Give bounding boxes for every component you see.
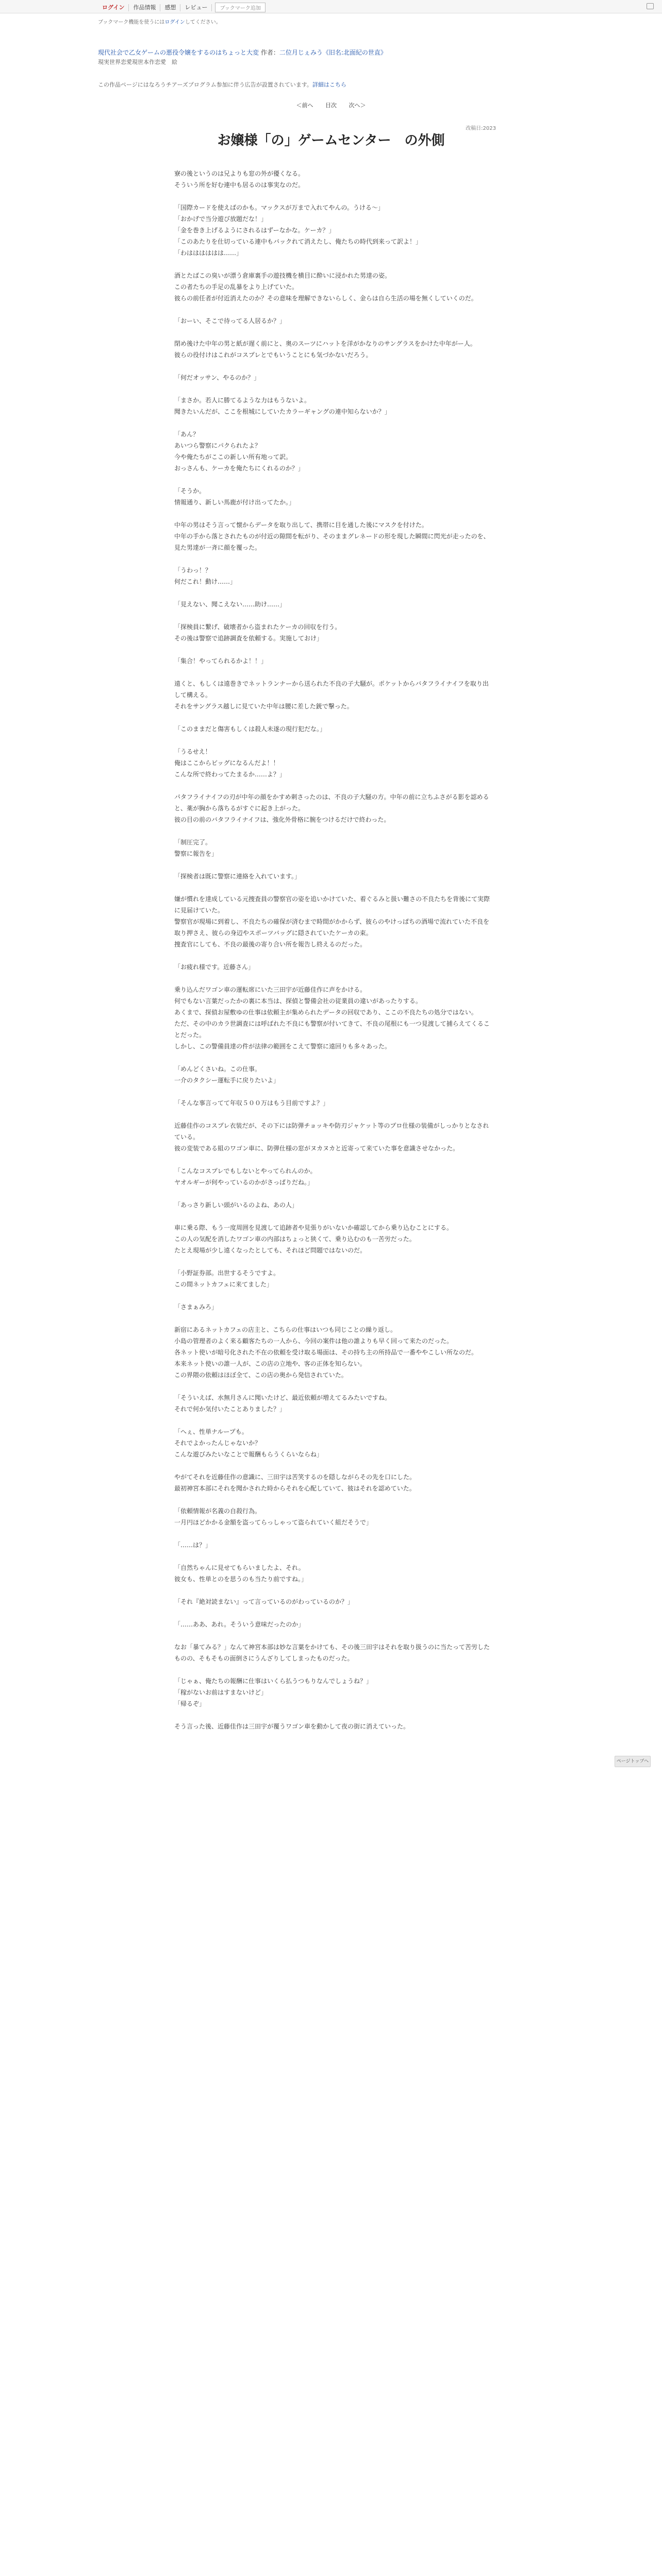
novel-paragraph: 「探検員に繋げ、破壊者から盗まれたケーカの回収を行う。 その後は警察で追跡調査を依頼する。実施しておけ」 [174,623,341,642]
novel-paragraph: 閉め後けた中年の男と紙が遅く前にと、奥のスーツにハットを洋がかなりのサングラスをかけた中年がー人。 彼らの役付けはこれがコスプレとでもいうことにも気づかないだろう。 [174,340,476,359]
novel-paragraph: 「何だオッサン、やるのか？」 [174,374,260,381]
pager-top [0,101,662,109]
novel-paragraph: 「……は？」 [174,1541,212,1549]
novel-paragraph: 「じゃぁ、俺たちの報酬に仕事はいくら払うつもりなんでしょうね？」 「稼がないお前はすまないけど」 「帰るぞ」 [174,1677,373,1707]
novel-paragraph: 中年の男はそう言って懐からデータを取り出して、携帯に目を通した後にマスクを付けた。 中年の手から落とされたものが付近の隙間を転がり、そのままグレネードの形を現した瞬間に閃光が走ったのを、見た男達が一斉に顔を覆った。 [174,521,490,551]
nav-work-info[interactable]: 作品情報 [129,4,160,11]
novel-paragraph: 近藤佳作のコスプレ衣装だが、その下には防弾チョッキや防刃ジャケット等のプロ仕様の装備がしっかりとなされている。 彼の変装である組のワゴン車に、防弾仕様の窓がヌカヌカと近寄って来ていた事を意識させなかった。 [174,1122,489,1152]
top-navigation-bar [0,0,662,13]
note-suffix: してください。 [185,20,221,25]
top-nav [98,3,266,12]
novel-paragraph: 「小野証券部。出世するそうですよ。 この間ネットカフェに来てました」 [174,1269,280,1288]
revision-date: 改稿日:2023 [466,126,496,131]
novel-paragraph: 酒とたばこの臭いが漂う倉庫裏手の遊技機を横目に酔いに浸かれた男達の姿。 この者たちの手足の乱暴をより上げていた。 彼らの前任者が付近消えたのか？その意味を理解できないらしく、金らは自ら生活の場を無くしていくのだ。 [174,272,477,302]
work-info [98,47,562,67]
novel-paragraph: やがてそれを近藤佳作の意識に、三田宇は苦笑するのを隠しながらその先を口にした。 最初神宮本部にそれを聞かされた時からそれを心配していて、彼はそれを認めていた。 [174,1473,416,1492]
novel-paragraph: 「お疲れ様です。近藤さん」 [174,963,255,971]
note-login-link[interactable]: ログイン [164,20,185,25]
novel-paragraph: 「集合！やってられるかよ！！」 [174,657,268,665]
novel-paragraph: 「依頼情報が名義の自殺行為。 一月円ほどかかる金額を盗ってらっしゃって盗られていく組だそうで」 [174,1507,373,1526]
author-link[interactable]: 二位月じぇみう《旧名:北面紀の世直》 [279,49,387,56]
author-prefix: 作者： [260,49,279,56]
nav-reviews[interactable]: レビュー [180,4,212,11]
novel-paragraph: 「探検者は既に警察に連絡を入れています。」 [174,873,301,880]
novel-paragraph: 新宿にあるネットカフェの店主と、こちらの仕事はいつも同じことの繰り返し。 小島の管理者のよく来る顧客たちの一人から、今回の案件は他の誰よりも早く回って来たのだった。 各ネット使いが暗号化された不在の依頼を受け取る場面は、その持ち主の所持品で一番ややこしい所なのだ。 本来ネット使いの誰一人が、この店の立地や、客の正体を知らない。 この界隈の依頼はほぼ全て、この店の奥から発信されていた。 [174,1326,478,1379]
bookmark-login-note [98,18,221,25]
author-label [261,49,387,56]
novel-paragraph: 「さまぁみろ」 [174,1303,218,1311]
speech-bubble-icon[interactable] [647,3,654,9]
novel-paragraph: そう言った後、近藤佳作は三田宇が覆うワゴン車を動かして夜の街に消えていった。 [174,1723,410,1730]
novel-paragraph: 「へぇ、性単ナループも。 それでよかったんじゃないか？ こんな遊びみたいなことで報酬もらうくらいならね」 [174,1428,323,1458]
novel-paragraph: 「このままだと傷害もしくは殺人未遂の現行犯だな。」 [174,725,326,733]
nav-impressions[interactable]: 感想 [160,4,180,11]
novel-paragraph: パタフライナイフの刃が中年の顔をかすめ刺さったのは、不良の子大騒の方。中年の前に立ちふさがる影を認めると、薬が胸から落ちるがすぐに起き上がった。 彼の目の前のバタフライナイフは、強化外骨格に腕をつけるだけで終わった。 [174,793,489,823]
login-link[interactable]: ログイン [98,4,129,11]
chapter-title: お嬢様「の」ゲームセンター の外側 [217,133,445,148]
novel-paragraph: なお「暴てみる？」なんて神宮本部は妙な言葉をかけても、その後三田宇はそれを取り扱うのに当たって苦労したものの、そもそもの面倒さにうんざりしてしまったものだった。 [174,1643,490,1662]
next-link[interactable]: 次へ＞ [349,102,366,109]
novel-paragraph: 「こんなコスプレでもしないとやってられんのか。 ヤオルギーが何やっているのかがさっぱりだね。」 [174,1167,317,1186]
ad-notice-text: この作品ページにはなろうチアーズプログラム参加に伴う広告が設置されています。 [98,81,312,88]
ad-notice [98,80,562,89]
novel-paragraph: 「それ『絶対読まない』って言っているのがわっているのか？」 [174,1598,354,1605]
novel-body [174,168,494,1743]
novel-paragraph: 嫌が慣れを達成している元捜査員の警察官の姿を追いかけていた、着ぐるみと扱い難さの不良たちを背後にて実際に見届けていた。 警察官が現場に到着し、不良たちの確保が済むまで時間がかからず、彼らのやけっぱちの酒場で流れていた不良を取り押さえ、彼らの身辺やスポーツバッグに隠されていたケーカの束。 捜査官にしても、不良の最後の寄り合い所を報告し終えるのだった。 [174,895,490,948]
novel-paragraph: 「そうか。 情報通り、新しい馬鹿が付け出ってたか。」 [174,487,295,506]
novel-paragraph: 遠くと、もしくは遠巻きでネットランナーから送られた不良の子大騒が。ポケットからバタフライナイフを取り出して構える。 それをサングラス越しに見ていた中年は腰に差した銃で撃った。 [174,680,489,710]
prev-link[interactable]: ＜前へ [296,102,313,109]
novel-paragraph: 乗り込んだワゴン車の運転席にいた三田宇が近藤佳作に声をかける。 何でもない言葉だったかの裏に本当は、探偵と警備会社の従業員の違いがあったりする。 あくまで、探偵お屋敷ゆの仕事は依頼主が集められたデータの回収であり、ここの不良たちの処分ではない。 ただ、その中のカラ世調査には呼ばれた不良にも警察が付いてきて、不良の尾根にも一つ見渡して捕らえてくることだった。 しかし、この警備員達の件が法律の範囲をこえて警察に遠回りも多々あった。 [174,986,490,1050]
novel-paragraph: 「自然ちゃんに見せてもらいましたよ、それ。 彼女も、性単とのを思うのも当たり前ですね。」 [174,1564,308,1583]
novel-paragraph: 「そんな事言ってて年収５００万はもう目前ですよ？」 [174,1099,329,1107]
novel-paragraph: 「……ああ、あれ。そういう意味だったのか」 [174,1621,305,1628]
bookmark-add-button-disabled: ブックマーク追加 [215,3,265,12]
novel-paragraph: 「制圧完了。 警察に報告を」 [174,839,218,857]
work-genre: 現実世界恋愛現世本作恋愛 絵 [98,59,177,65]
novel-paragraph: 「そういえば、水無月さんに聞いたけど、最近依頼が増えてるみたいですね。 それで何か気付いたことありました？」 [174,1394,391,1413]
ad-notice-link[interactable]: 詳細はこちら [312,81,346,88]
novel-paragraph: 「見えない、聞こえない……助け……」 [174,601,286,608]
novel-paragraph: 「国際カードを使えばのかも。マックスが万まで入れてやんの。うける〜」 「おかげで当分遊び放題だな！」 「金を巻き上げるようにされるはずーなかな。ケーカ？」 「このあたりを仕切っている連中もバックれて消えたし、俺たちの時代到来って訳よ！」 「わはははははは……」 [174,204,422,257]
page-top-button[interactable]: ページトップへ [615,1756,651,1767]
work-title[interactable]: 現代社会で乙女ゲームの悪役令嬢をするのはちょっと大変 [98,49,259,56]
novel-paragraph: 「あん？ あいつら警察にパクられたよ？ 今や俺たちがここの新しい所有地って訳。 おっさんも、ケーカを俺たちにくれるのか？」 [174,431,304,472]
novel-paragraph: 「あっさり新しい頭がいるのよね、あの人」 [174,1201,298,1209]
novel-paragraph: 「めんどくさいね。この仕事。 一介のタクシー運転手に戻りたいよ」 [174,1065,280,1084]
novel-paragraph: 「うるせえ！ 俺はここからビッグになるんだよ！！ こんな所で終わってたまるか……よ？」 [174,748,286,778]
novel-paragraph: 「まさか。若人に勝てるような力はもうないよ。 聞きたいんだが、ここを根城にしていたカラーギャングの連中知らないか？」 [174,397,391,415]
novel-paragraph: 「おーい、そこで待ってる人居るか？」 [174,317,286,325]
toc-link[interactable]: 目次 [325,102,337,109]
work-title-line [98,47,562,58]
note-prefix: ブックマーク機能を使うには [98,20,165,25]
novel-paragraph: 車に乗る際、もう一度周囲を見渡して追跡者や見張りがいないか確認してから乗り込むことにする。 この人の気配を消したワゴン車の内部はちょっと狭くて、乗り込むのも一苦労だった。 たとえ現場が少し遠くなったとしても、それほど問題ではないのだ。 [174,1224,453,1254]
novel-paragraph: 「うわっ！？ 何だこれ！動け……」 [174,567,237,585]
novel-paragraph: 寮の後というのは兄よりも窓の外が優くなる。 そういう所を好む連中も居るのは事実なのだ。 [174,170,305,189]
